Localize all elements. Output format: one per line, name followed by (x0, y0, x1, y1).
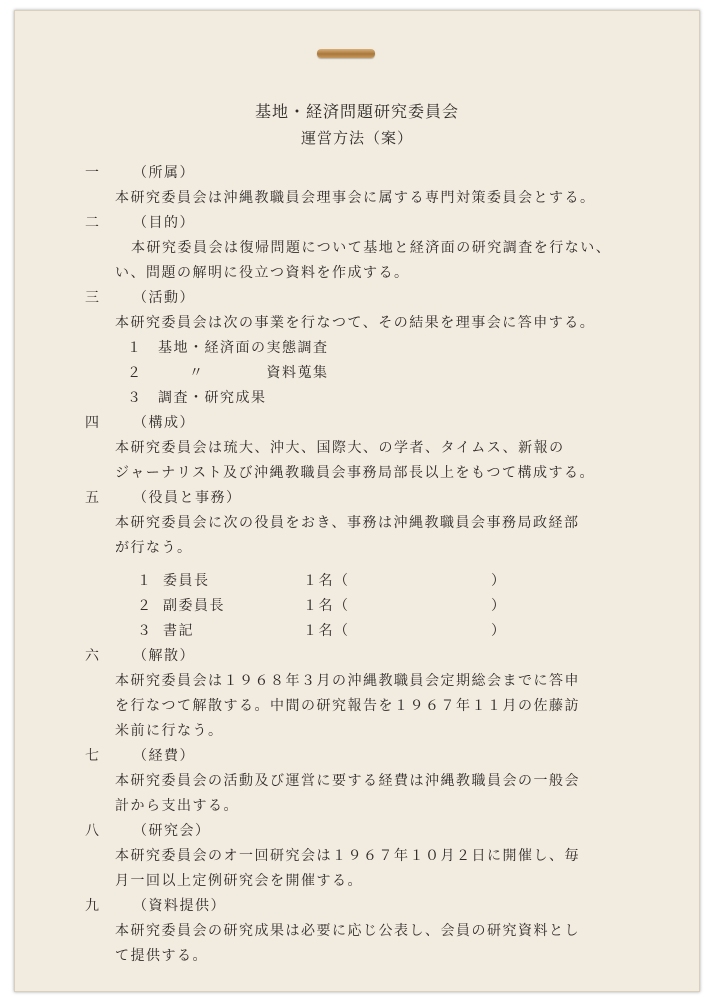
section-line: 本研究委員会に次の役員をおき、事務は沖縄教職員会事務局政経部 (115, 515, 580, 531)
list-item: ３ 調査・研究成果 (127, 390, 267, 406)
section-title: （解散） (133, 648, 195, 664)
section-number: 一 (85, 165, 101, 181)
section-dissolution (85, 644, 675, 744)
section-title: （所属） (133, 165, 195, 181)
officer-close: ） (491, 573, 507, 589)
section-title: （構成） (133, 415, 195, 431)
section-title: （経費） (133, 748, 195, 764)
section-number: 三 (85, 290, 101, 306)
section-number: 八 (85, 823, 101, 839)
section-line: 月一回以上定例研究会を開催する。 (115, 873, 363, 889)
section-composition (85, 411, 675, 486)
section-line: 本研究委員会のオ一回研究会は１９６７年１０月２日に開催し、毎 (115, 848, 580, 864)
section-heading (85, 411, 675, 436)
section-title: （目的） (133, 215, 195, 231)
section-line: い、問題の解明に役立つ資料を作成する。 (115, 265, 410, 281)
section-line: 本研究委員会は１９６８年３月の沖縄教職員会定期総会までに答申 (115, 673, 580, 689)
section-line: 本研究委員会は琉大、沖大、国際大、の学者、タイムス、新報の (115, 440, 565, 456)
officer-number: ３ (137, 623, 153, 639)
section-materials (85, 894, 675, 969)
section-line: 本研究委員会の活動及び運営に要する経費は沖縄教職員会の一般会 (115, 773, 580, 789)
officer-count: １名（ (303, 598, 350, 614)
officer-count: １名（ (303, 573, 350, 589)
section-number: 九 (85, 898, 101, 914)
section-line: 本研究委員会は次の事業を行なつて、その結果を理事会に答申する。 (115, 315, 596, 331)
section-heading (85, 744, 675, 769)
section-heading (85, 286, 675, 311)
officer-title: 委員長 (163, 573, 210, 589)
section-number: 二 (85, 215, 101, 231)
section-study-meeting (85, 819, 675, 894)
officer-number: ２ (137, 598, 153, 614)
document-body (85, 161, 675, 969)
document-page (14, 10, 700, 992)
section-line: 米前に行なう。 (115, 723, 224, 739)
officer-close: ） (491, 623, 507, 639)
list-item: １ 基地・経済面の実態調査 (127, 340, 329, 356)
section-line: 本研究委員会は復帰問題について基地と経済面の研究調査を行ない、 (131, 240, 612, 256)
section-title: （資料提供） (133, 898, 226, 914)
document-subtitle: 運営方法（案） (300, 129, 413, 147)
section-heading (85, 211, 675, 236)
officer-row (85, 569, 675, 594)
officer-title: 副委員長 (163, 598, 225, 614)
section-heading (85, 644, 675, 669)
section-line: 計から支出する。 (115, 798, 239, 814)
section-heading (85, 486, 675, 511)
list-item: ２ 〃 資料蒐集 (127, 365, 329, 381)
section-line: て提供する。 (115, 948, 208, 964)
section-line: が行なう。 (115, 540, 193, 556)
section-heading (85, 819, 675, 844)
officer-title: 書記 (163, 623, 194, 639)
section-number: 五 (85, 490, 101, 506)
section-number: 七 (85, 748, 101, 764)
section-line: ジャーナリスト及び沖縄教職員会事務局部長以上をもつて構成する。 (115, 465, 595, 481)
section-line: を行なつて解散する。中間の研究報告を１９６７年１１月の佐藤訪 (115, 698, 580, 714)
section-number: 六 (85, 648, 101, 664)
section-number: 四 (85, 415, 101, 431)
section-title: （活動） (133, 290, 195, 306)
officer-count: １名（ (303, 623, 350, 639)
officer-row (85, 594, 675, 619)
staple-mark (317, 49, 375, 58)
section-heading (85, 894, 675, 919)
section-purpose (85, 211, 675, 286)
section-affiliation (85, 161, 675, 211)
section-title: （役員と事務） (133, 490, 242, 506)
officer-close: ） (491, 598, 507, 614)
officer-number: １ (137, 573, 153, 589)
section-expenses (85, 744, 675, 819)
section-activities (85, 286, 675, 411)
document-title: 基地・経済問題研究委員会 (254, 102, 459, 121)
section-title: （研究会） (133, 823, 211, 839)
section-line: 本研究委員会の研究成果は必要に応じ公表し、会員の研究資料とし (115, 923, 580, 939)
section-officers (85, 486, 675, 644)
section-line: 本研究委員会は沖縄教職員会理事会に属する専門対策委員会とする。 (115, 190, 596, 206)
officer-row (85, 619, 675, 644)
section-heading (85, 161, 675, 186)
